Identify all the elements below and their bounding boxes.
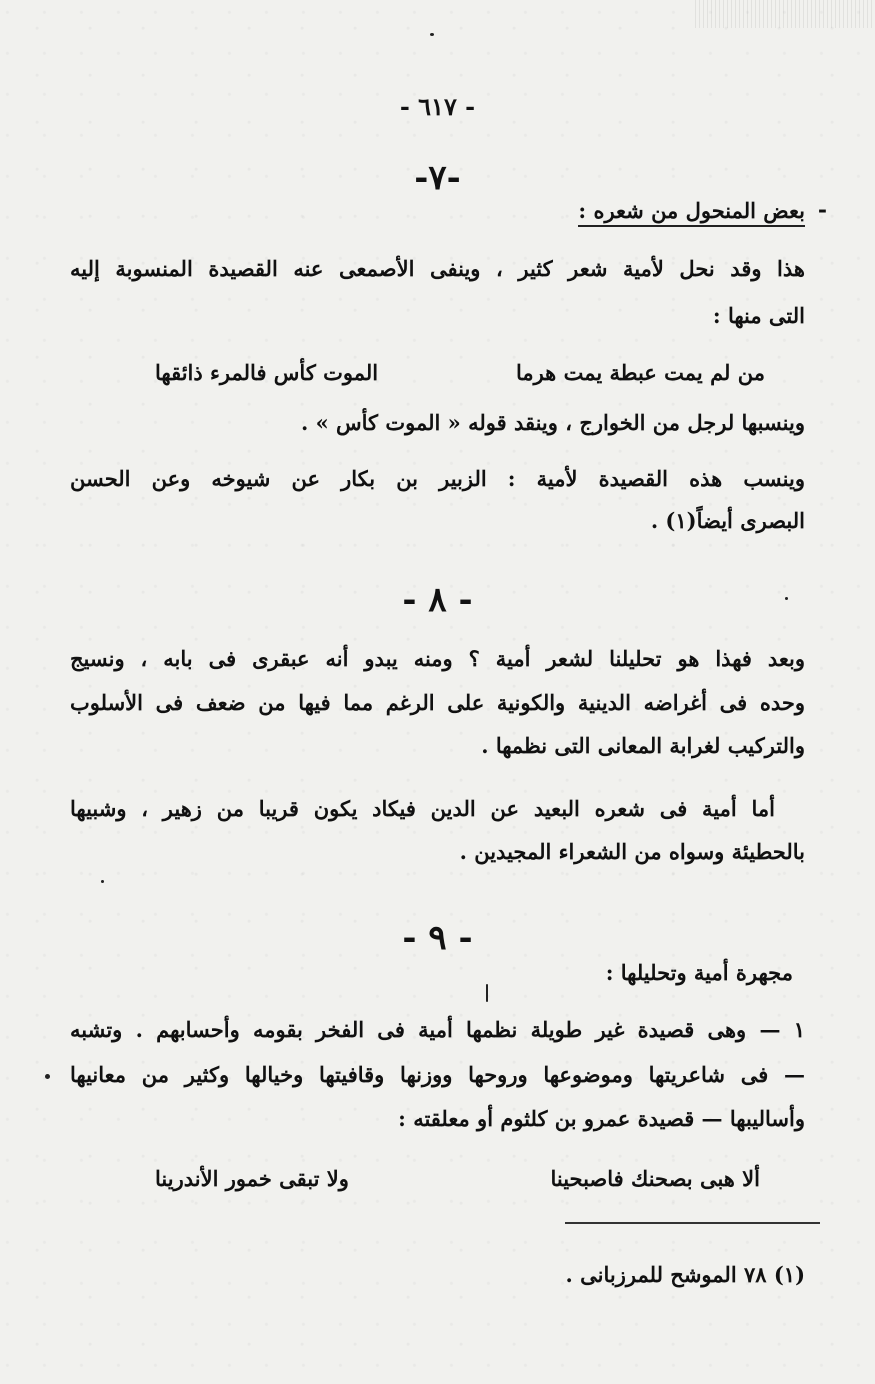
- section-8-paragraph-2-line-1: أما أمية فى شعره البعيد عن الدين فيكاد يكون قريبا من زهير ، وشبيها: [70, 796, 775, 821]
- section-9-paragraph-1-line-3: وأساليبها — قصيدة عمرو بن كلثوم أو معلقته :: [398, 1106, 805, 1131]
- section-8-paragraph-1-line-1: وبعد فهذا هو تحليلنا لشعر أمية ؟ ومنه يبدو أنه عبقرى فى بابه ، ونسيج: [70, 646, 805, 671]
- section-8-paragraph-1-line-3: والتركيب لغرابة المعانى التى نظمها .: [481, 733, 805, 758]
- section-8-paragraph-2-line-2: بالحطيئة وسواه من الشعراء المجيدين .: [459, 839, 805, 864]
- section-9-verse-first-hemistich: ألا هبى بصحنك فاصبحينا: [550, 1166, 760, 1191]
- section-7-paragraph-1-line-1: هذا وقد نحل لأمية شعر كثير ، وينفى الأصمعى عنه القصيدة المنسوبة إليه: [70, 256, 805, 281]
- footnote: (١) ٧٨ الموشح للمرزبانى .: [565, 1262, 805, 1287]
- section-9-paragraph-1-line-2: — فى شاعريتها وموضوعها وروحها ووزنها وقافيتها وخيالها وكثير من معانيها: [70, 1062, 805, 1087]
- section-7-paragraph-2: وينسبها لرجل من الخوارج ، وينقد قوله « الموت كأس » .: [300, 410, 805, 435]
- section-7-verse-second-hemistich: الموت كأس فالمرء ذائقها: [155, 360, 379, 385]
- page-number: - ٦١٧ -: [399, 92, 476, 121]
- scan-speck: [101, 880, 104, 883]
- section-8-paragraph-1-line-2: وحده فى أغراضه الدينية والكونية على الرغم مما فيها من ضعف فى الأسلوب: [70, 690, 805, 715]
- scan-noise: [695, 0, 875, 28]
- scan-speck: [486, 984, 488, 1002]
- scan-speck: [785, 597, 788, 600]
- section-7-paragraph-3-line-1: وينسب هذه القصيدة لأمية : الزبير بن بكار عن شيوخه وعن الحسن: [70, 466, 805, 491]
- section-7-paragraph-1-line-2: التى منها :: [712, 303, 805, 328]
- section-7-paragraph-3-line-2: البصرى أيضاً(١) .: [650, 508, 805, 533]
- section-9-heading: مجهرة أمية وتحليلها :: [605, 960, 793, 985]
- section-7-heading: بعض المنحول من شعره :: [70, 198, 805, 223]
- section-9-paragraph-1-line-1: ١ — وهى قصيدة غير طويلة نظمها أمية فى الفخر بقومه وأحسابهم . وتشبه: [70, 1017, 805, 1042]
- scan-speck: [430, 33, 434, 36]
- section-marker-9: - ٩ -: [402, 918, 473, 958]
- section-marker-7: -٧-: [414, 158, 461, 198]
- section-9-verse-second-hemistich: ولا تبقى خمور الأندرينا: [155, 1166, 349, 1191]
- footnote-rule: [565, 1222, 820, 1224]
- heading-dash: -: [817, 197, 827, 223]
- scan-speck: [45, 1074, 50, 1079]
- section-marker-8: - ٨ -: [402, 580, 473, 620]
- section-7-verse-first-hemistich: من لم يمت عبطة يمت هرما: [515, 360, 765, 385]
